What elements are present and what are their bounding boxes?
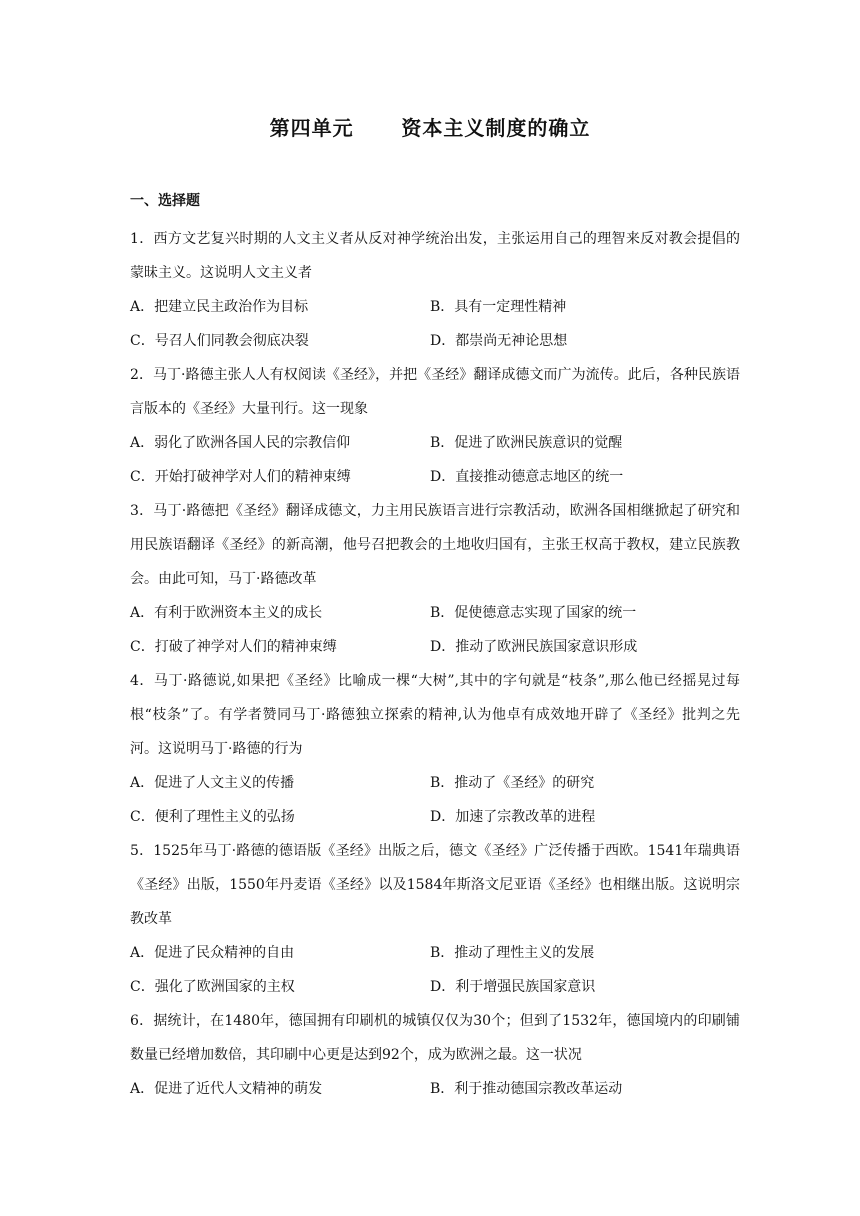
question [130, 664, 740, 834]
option-row [130, 596, 740, 630]
option-row [130, 970, 740, 1004]
option-a: A．促进了人文主义的传播 [130, 775, 295, 791]
option-row [130, 630, 740, 664]
question [130, 834, 740, 1004]
option-d: D．直接推动德意志地区的统一 [430, 469, 624, 485]
question [130, 358, 740, 494]
question-stem: 5．1525年马丁·路德的德语版《圣经》出版之后，德文《圣经》广泛传播于西欧。1541年瑞典语《圣经》出版，1550年丹麦语《圣经》以及1584年斯洛文尼亚语《圣经》也相继出版。这说明宗教改革 [130, 843, 740, 927]
option-c: C．强化了欧洲国家的主权 [130, 979, 295, 995]
option-d: D．加速了宗教改革的进程 [430, 809, 596, 825]
question [130, 1004, 740, 1106]
option-row [130, 766, 740, 800]
option-row [130, 460, 740, 494]
option-a: A．弱化了欧洲各国人民的宗教信仰 [130, 435, 351, 451]
option-d: D．利于增强民族国家意识 [430, 979, 596, 995]
question-stem: 3．马丁·路德把《圣经》翻译成德文，力主用民族语言进行宗教活动，欧洲各国相继掀起了研究和用民族语翻译《圣经》的新高潮，他号召把教会的土地收归国有，主张王权高于教权，建立民族教会。由此可知，马丁·路德改革 [130, 503, 740, 587]
option-a: A．促进了民众精神的自由 [130, 945, 295, 961]
option-row [130, 290, 740, 324]
option-row [130, 936, 740, 970]
option-c: C．便利了理性主义的弘扬 [130, 809, 295, 825]
question-stem: 2．马丁·路德主张人人有权阅读《圣经》，并把《圣经》翻译成德文而广为流传。此后，各种民族语言版本的《圣经》大量刊行。这一现象 [130, 367, 740, 417]
option-b: B．促使德意志实现了国家的统一 [430, 605, 637, 621]
option-b: B．促进了欧洲民族意识的觉醒 [430, 435, 623, 451]
option-b: B．推动了《圣经》的研究 [430, 775, 595, 791]
option-a: A．有利于欧洲资本主义的成长 [130, 605, 323, 621]
question [130, 222, 740, 358]
question [130, 494, 740, 664]
question-stem: 6．据统计，在1480年，德国拥有印刷机的城镇仅仅为30个；但到了1532年，德国境内的印刷铺数量已经增加数倍，其印刷中心更是达到92个，成为欧洲之最。这一状况 [130, 1013, 740, 1063]
option-a: A．促进了近代人文精神的萌发 [130, 1081, 323, 1097]
option-d: D．推动了欧洲民族国家意识形成 [430, 639, 638, 655]
section-heading: 一、选择题 [130, 193, 200, 209]
option-b: B．具有一定理性精神 [430, 299, 567, 315]
option-c: C．开始打破神学对人们的精神束缚 [130, 469, 351, 485]
option-row [130, 426, 740, 460]
option-d: D．都崇尚无神论思想 [430, 333, 568, 349]
option-c: C．打破了神学对人们的精神束缚 [130, 639, 337, 655]
option-c: C．号召人们同教会彻底决裂 [130, 333, 309, 349]
option-b: B．推动了理性主义的发展 [430, 945, 595, 961]
option-b: B．利于推动德国宗教改革运动 [430, 1081, 623, 1097]
option-row [130, 324, 740, 358]
option-row [130, 1072, 740, 1106]
option-row [130, 800, 740, 834]
option-a: A．把建立民主政治作为目标 [130, 299, 309, 315]
question-stem: 4．马丁·路德说,如果把《圣经》比喻成一棵“大树”,其中的字句就是“枝条”,那么他已经摇晃过每根“枝条”了。有学者赞同马丁·路德独立探索的精神,认为他卓有成效地开辟了《圣经》批判之先河。这说明马丁·路德的行为 [130, 673, 740, 757]
question-list [130, 222, 740, 1106]
question-stem: 1．西方文艺复兴时期的人文主义者从反对神学统治出发，主张运用自己的理智来反对教会提倡的蒙昧主义。这说明人文主义者 [130, 231, 740, 281]
page-title: 第四单元 资本主义制度的确立 [269, 116, 591, 140]
